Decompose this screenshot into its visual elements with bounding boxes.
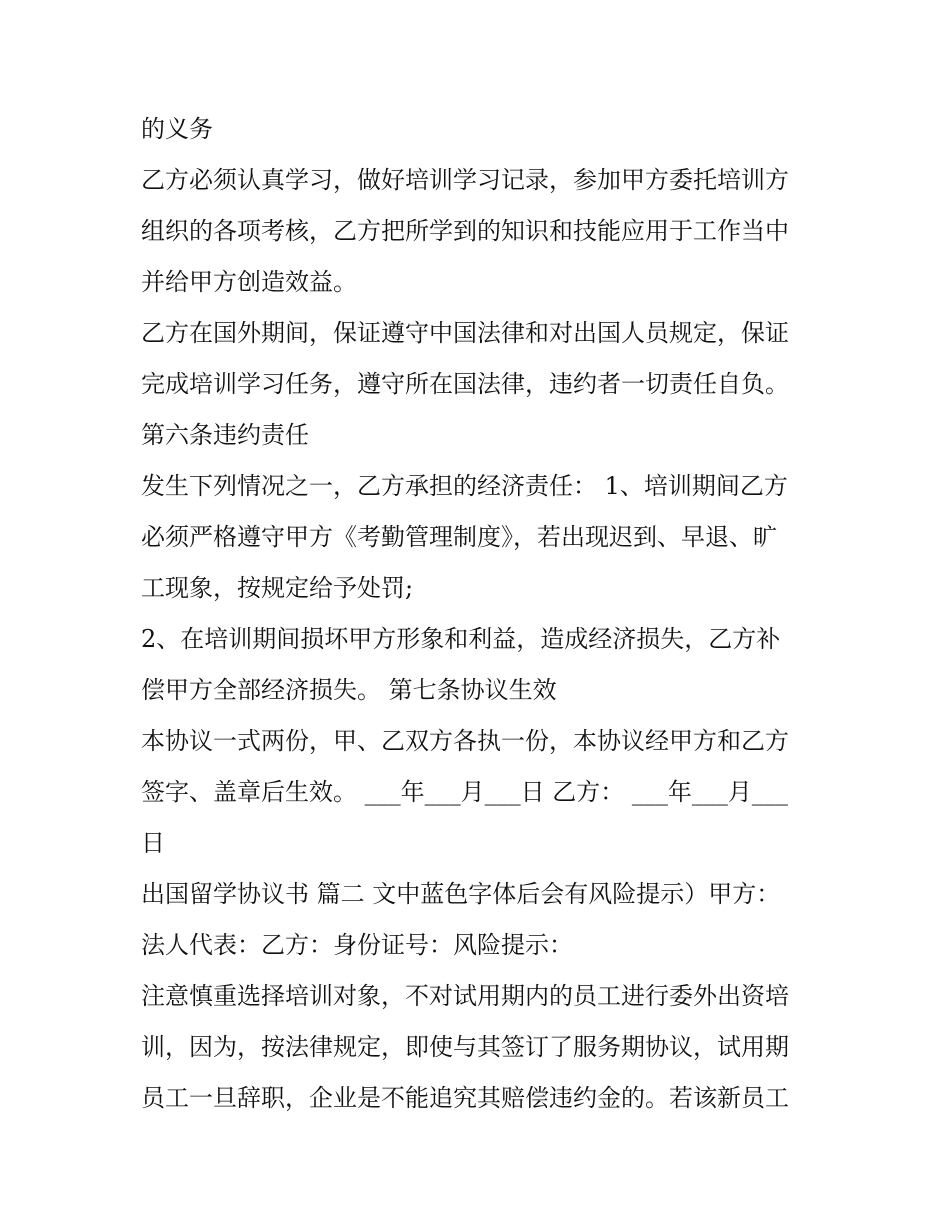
- text-line: 完成培训学习任务，遵守所在国法律，违约者一切责任自负。: [141, 370, 789, 398]
- text-line: 并给甲方创造效益。: [141, 268, 357, 296]
- text-line: 日: [141, 829, 165, 857]
- section-heading: 第六条违约责任: [141, 421, 309, 449]
- text-line: 乙方在国外期间，保证遵守中国法律和对出国人员规定，保证: [141, 319, 789, 347]
- section-heading: 出国留学协议书 篇二 文中蓝色字体后会有风险提示）甲方：: [141, 880, 781, 908]
- text-line: 工现象，按规定给予处罚;: [141, 574, 414, 602]
- text-line: 偿甲方全部经济损失。 第七条协议生效: [141, 676, 557, 704]
- signature-date-line: 签字、盖章后生效。 ___年___月___日 乙方： ___年___月___: [141, 778, 788, 806]
- text-line: 注意慎重选择培训对象，不对试用期内的员工进行委外出资培: [141, 982, 789, 1010]
- text-line: 法人代表：乙方：身份证号：风险提示：: [141, 931, 573, 959]
- document-body: [141, 104, 821, 1124]
- text-line: 的义务: [141, 115, 213, 143]
- text-line: 训，因为，按法律规定，即使与其签订了服务期协议，试用期: [141, 1033, 789, 1061]
- text-line: 组织的各项考核，乙方把所学到的知识和技能应用于工作当中: [141, 217, 789, 245]
- text-line: 2、在培训期间损坏甲方形象和利益，造成经济损失，乙方补: [141, 625, 781, 653]
- text-line: 乙方必须认真学习，做好培训学习记录，参加甲方委托培训方: [141, 166, 789, 194]
- text-line: 必须严格遵守甲方《考勤管理制度》，若出现迟到、早退、旷: [141, 523, 777, 551]
- text-line: 本协议一式两份，甲、乙双方各执一份，本协议经甲方和乙方: [141, 727, 789, 755]
- text-line: 发生下列情况之一，乙方承担的经济责任： 1、培训期间乙方: [141, 472, 788, 500]
- text-line: 员工一旦辞职，企业是不能追究其赔偿违约金的。若该新员工: [141, 1084, 789, 1112]
